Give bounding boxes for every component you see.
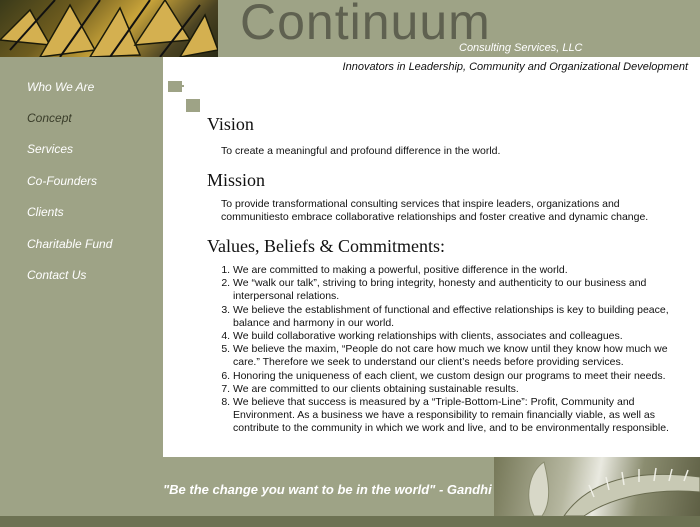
mission-text: To provide transformational consulting services that inspire leaders, organizations and communitiesto embrace collaborative relationships and foster creative and dynamic change. bbox=[221, 198, 649, 223]
logo-subtitle: Consulting Services, LLC bbox=[459, 42, 583, 54]
nav-who-we-are[interactable]: Who We Are bbox=[27, 80, 95, 94]
vision-heading: Vision bbox=[207, 114, 254, 134]
footer-quote: "Be the change you want to be in the world" - Gandhi bbox=[163, 482, 492, 497]
bottom-strip bbox=[0, 516, 700, 527]
butterfly-graphic bbox=[0, 0, 218, 57]
main-content bbox=[163, 81, 700, 457]
values-item: 1. We are committed to making a powerful, positive difference in the world. bbox=[233, 264, 693, 277]
values-list bbox=[233, 264, 693, 436]
values-item: 8. We believe that success is measured by a “Triple-Bottom-Line”: Profit, Community and Environment. As a business we have a responsibility to remain financially viable, as well as contribute to the community in which we work and live, and to be environmentally responsible. bbox=[233, 396, 693, 436]
logo-text[interactable]: Continuum bbox=[240, 0, 491, 50]
mission-heading: Mission bbox=[207, 170, 266, 190]
values-item: 4. We build collaborative working relationships with clients, associates and colleagues. bbox=[233, 330, 693, 343]
vision-text: To create a meaningful and profound difference in the world. bbox=[221, 145, 501, 157]
tagline-bar bbox=[163, 57, 700, 81]
leaf-image bbox=[494, 457, 700, 516]
values-heading: Values, Beliefs & Commitments: bbox=[207, 236, 445, 256]
nav-charitable-fund[interactable]: Charitable Fund bbox=[27, 237, 113, 251]
header bbox=[0, 0, 700, 57]
nav-concept[interactable]: Concept bbox=[27, 111, 72, 125]
decorative-square bbox=[168, 81, 182, 92]
decorative-square bbox=[186, 99, 200, 112]
nav-contact-us[interactable]: Contact Us bbox=[27, 268, 87, 282]
butterfly-image bbox=[0, 0, 218, 57]
tagline: Innovators in Leadership, Community and Organizational Development bbox=[342, 61, 688, 73]
values-item: 3. We believe the establishment of functional and effective relationships is key to building peace, balance and harmony in our world. bbox=[233, 304, 693, 330]
values-item: 6. Honoring the uniqueness of each client, we custom design our programs to meet their needs. bbox=[233, 370, 693, 383]
footer bbox=[0, 457, 700, 516]
sidebar-nav bbox=[0, 57, 163, 457]
values-item: 7. We are committed to our clients obtaining sustainable results. bbox=[233, 383, 693, 396]
nav-co-founders[interactable]: Co-Founders bbox=[27, 174, 98, 188]
leaf-graphic bbox=[494, 457, 700, 516]
nav-clients[interactable]: Clients bbox=[27, 205, 64, 219]
decorative-square bbox=[182, 85, 184, 87]
nav-services[interactable]: Services bbox=[27, 142, 74, 156]
values-item: 5. We believe the maxim, “People do not care how much we know until they know how much we care.” Therefore we seek to understand our client’s needs before providing services. bbox=[233, 343, 693, 369]
values-item: 2. We “walk our talk”, striving to bring integrity, honesty and authenticity to our business and interpersonal relations. bbox=[233, 277, 693, 303]
